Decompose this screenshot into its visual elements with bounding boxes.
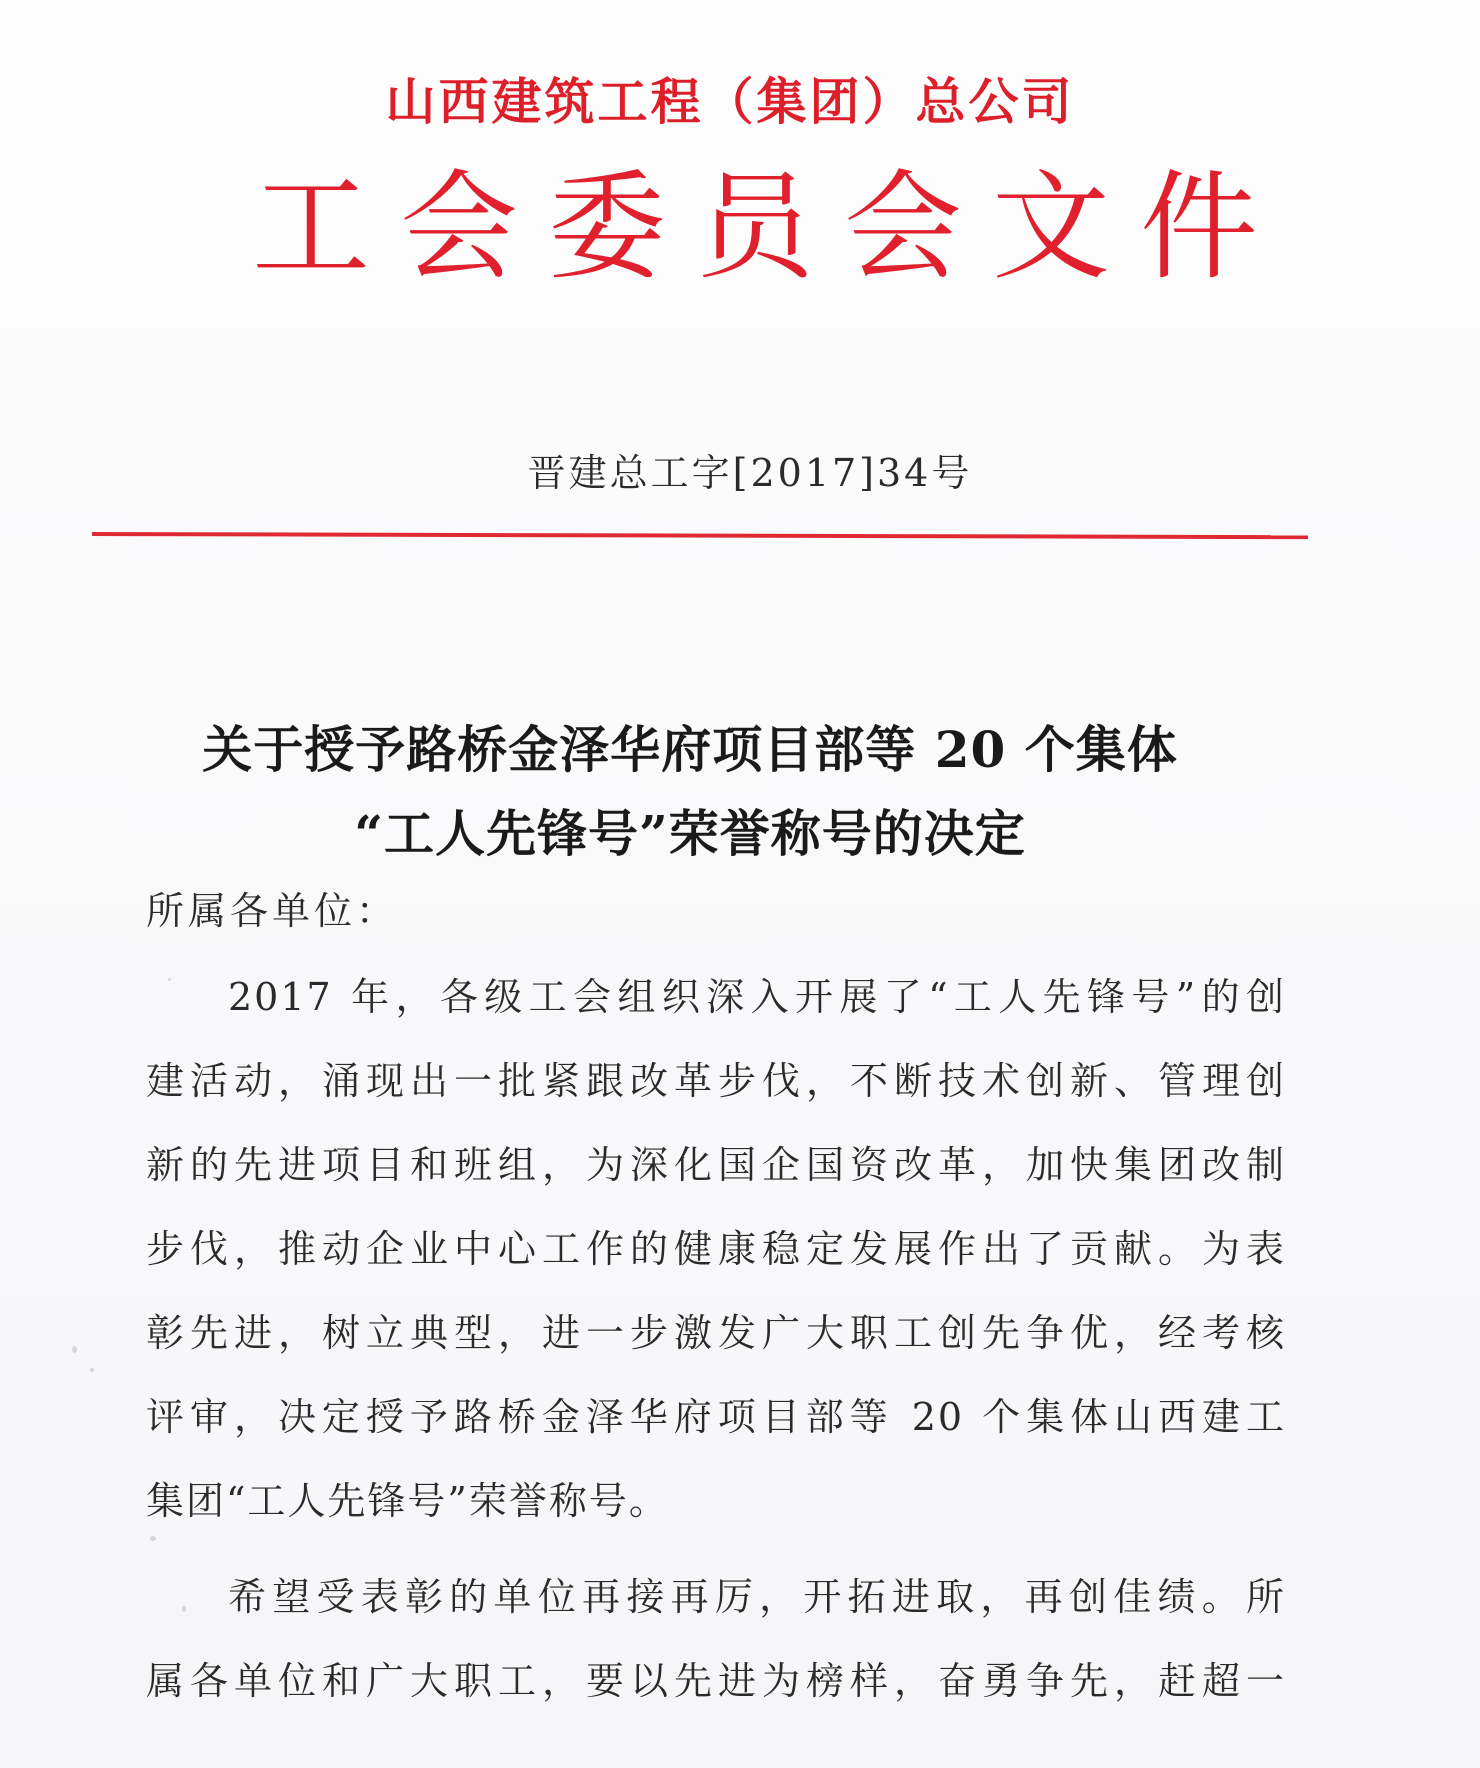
scan-speck <box>168 978 171 981</box>
scan-speck <box>150 1536 156 1541</box>
scan-speck <box>90 1368 94 1372</box>
decision-title-line-1: 关于授予路桥金泽华府项目部等 20 个集体 <box>202 720 1178 779</box>
red-separator-line <box>92 532 1308 539</box>
body-line: 新的先进项目和班组，为深化国企国资改革，加快集团改制 <box>146 1143 1286 1187</box>
body-line: 属各单位和广大职工，要以先进为榜样，奋勇争先，赶超一 <box>146 1659 1286 1703</box>
salutation: 所属各单位： <box>146 889 399 933</box>
body-line: 步伐，推动企业中心工作的健康稳定发展作出了贡献。为表 <box>146 1227 1286 1271</box>
body-line: 建活动，涌现出一批紧跟改革步伐，不断技术创新、管理创 <box>146 1059 1286 1103</box>
document-type-heading: 工会委员会文件 <box>251 158 1288 296</box>
scan-speck <box>182 1606 186 1612</box>
decision-title-line-2: “工人先锋号”荣誉称号的决定 <box>354 804 1026 863</box>
body-line: 集团“工人先锋号”荣誉称号。 <box>146 1479 669 1523</box>
document-number: 晋建总工字[2017]34号 <box>527 451 973 495</box>
body-line: 2017 年，各级工会组织深入开展了“工人先锋号”的创 <box>228 975 1286 1019</box>
body-line: 评审，决定授予路桥金泽华府项目部等 20 个集体山西建工 <box>146 1395 1286 1439</box>
issuing-organization: 山西建筑工程（集团）总公司 <box>385 73 1075 131</box>
body-line: 希望受表彰的单位再接再厉，开拓进取，再创佳绩。所 <box>228 1575 1286 1619</box>
body-line: 彰先进，树立典型，进一步激发广大职工创先争优，经考核 <box>146 1311 1286 1355</box>
scan-speck <box>72 1346 77 1353</box>
